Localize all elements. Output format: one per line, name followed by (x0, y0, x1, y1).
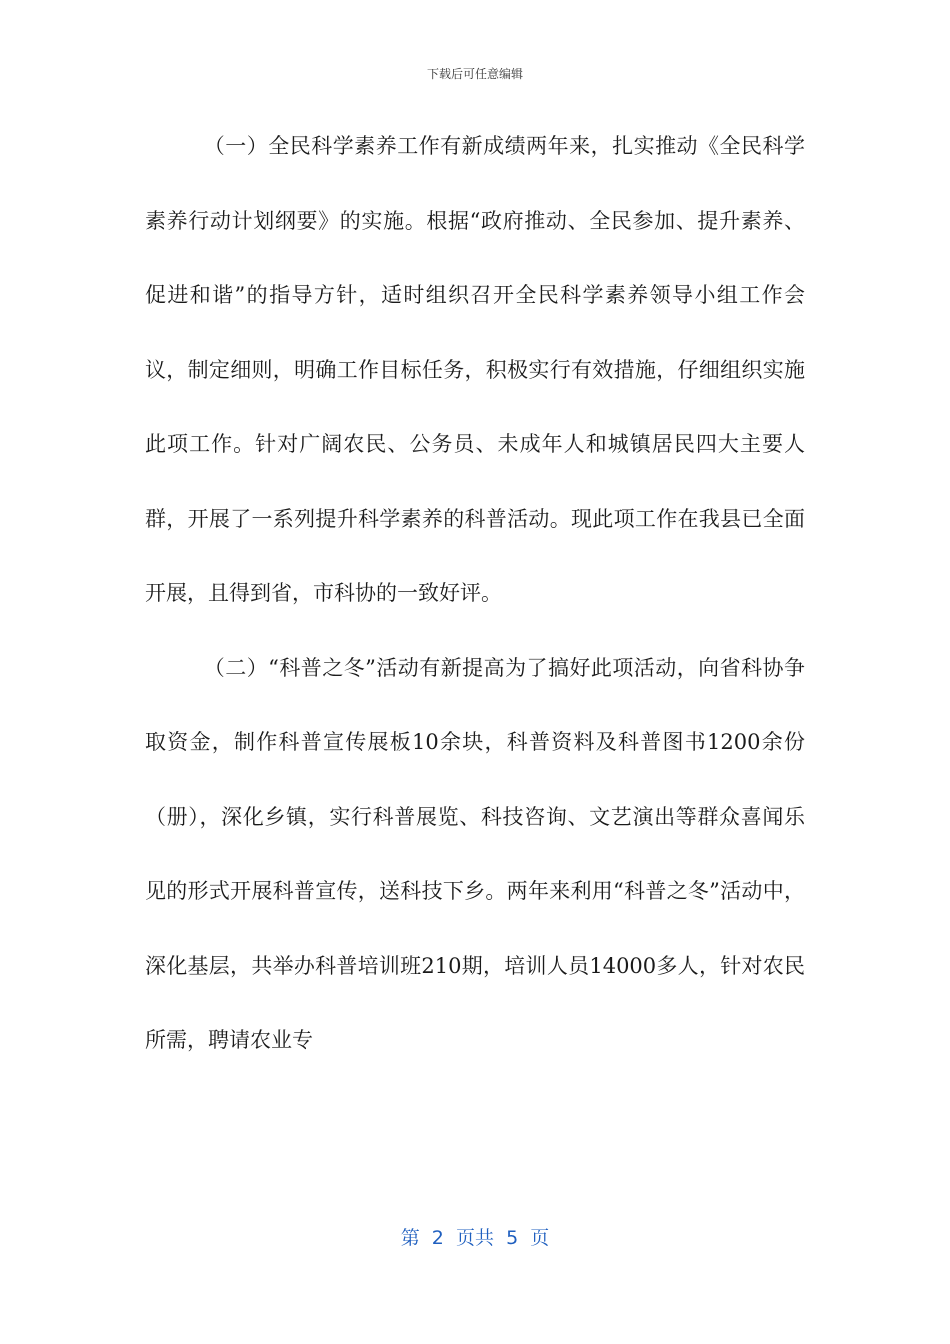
footer-prefix: 第 (400, 1227, 420, 1249)
page-footer (0, 1224, 950, 1252)
footer-total-pages: 5 (506, 1227, 519, 1249)
footer-middle: 页共 (455, 1227, 494, 1249)
paragraph-1: （一）全民科学素养工作有新成绩两年来，扎实推动《全民科学素养行动计划纲要》的实施。根据“政府推动、全民参加、提升素养、促进和谐”的指导方针，适时组织召开全民科学素养领导小组工作会议，制定细则，明确工作目标任务，积极实行有效措施，仔细组织实施此项工作。针对广阔农民、公务员、未成年人和城镇居民四大主要人群，开展了一系列提升科学素养的科普活动。现此项工作在我县已全面开展，且得到省，市科协的一致好评。 (145, 134, 805, 605)
paragraph-2: （二）“科普之冬”活动有新提高为了搞好此项活动，向省科协争取资金，制作科普宣传展板10余块，科普资料及科普图书1200余份（册），深化乡镇，实行科普展览、科技咨询、文艺演出等群众喜闻乐见的形式开展科普宣传，送科技下乡。两年来利用“科普之冬”活动中，深化基层，共举办科普培训班210期，培训人员14000多人，针对农民所需，聘请农业专 (145, 655, 805, 1052)
footer-suffix: 页 (530, 1227, 550, 1249)
body-text (145, 109, 805, 1078)
footer-current-page: 2 (431, 1227, 444, 1249)
page-header: 下载后可任意编辑 (426, 67, 523, 81)
